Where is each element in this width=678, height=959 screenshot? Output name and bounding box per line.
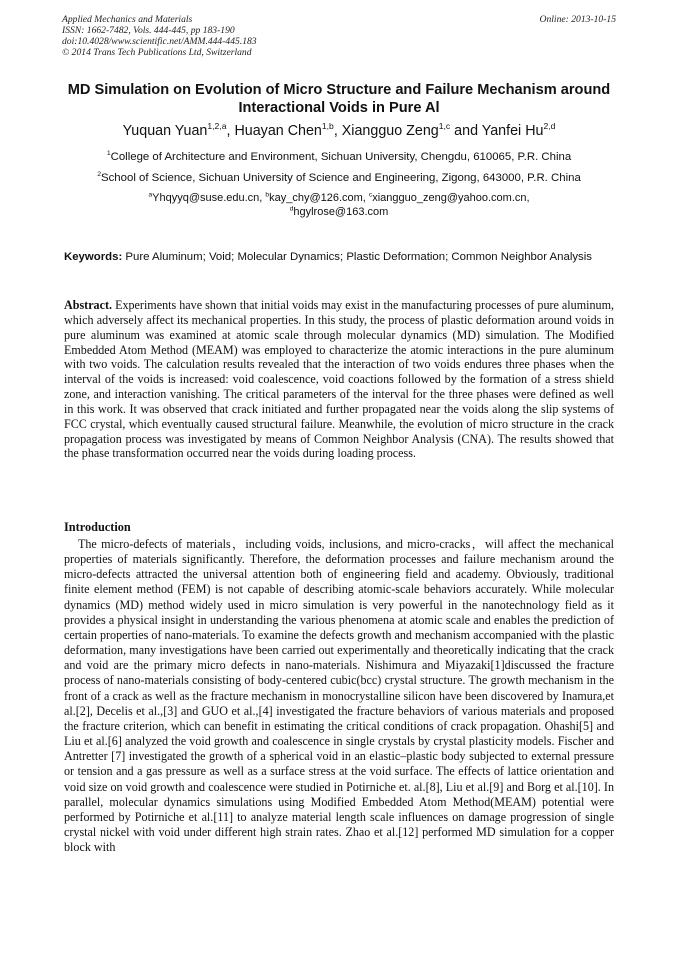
keywords-label: Keywords: (64, 251, 123, 263)
online-date: Online: 2013-10-15 (539, 14, 616, 25)
keywords-text: Pure Aluminum; Void; Molecular Dynamics; Plastic Deformation; Common Neighbor Analysis (122, 251, 592, 263)
email-a[interactable]: Yhqyyq@suse.edu.cn, (152, 192, 266, 204)
email-d[interactable]: hgylrose@163.com (293, 205, 389, 218)
author-1: Yuquan Yuan$^{1,2,a}$, (122, 121, 235, 139)
abstract-text: Experiments have shown that initial voids may exist in the manufacturing processes of pure aluminum, which adversely affect its mechanical properties. In this study, the process of plastic deformation around voids in pure aluminum was examined at atomic scale through molecular dynamics (MD) simulation. The Modified Embedded Atom Method (MEAM) was employed to characterize the atomic interactions in the pure aluminum with two voids. The calculation results revealed that the interaction of two voids endures three phases when the interval of the voids is increased: void coalescence, void coactions followed by the formation of a stress shield zone, and interaction vanishing. The critical parameters of the interval for the three phases were defined as well in this work. It was observed that crack initiated and further propagated near the voids along the slip systems of FCC crystal, which eventually caused structural failure. Meanwhile, the evolution of micro structure in the crack propagation process was investigated by means of Common Neighbor Analysis (CNA). The results showed that the phase transformation occurred near the voids during loading process. (64, 298, 614, 461)
email-b[interactable]: kay_chy@126.com, (269, 192, 369, 204)
abstract-label: Abstract. (64, 298, 113, 312)
affiliation-1: $^1$College of Architecture and Environment, Sichuan University, Chengdu, 610065, P.R. China (106, 150, 572, 163)
doi-line[interactable]: doi:10.4028/www.scientific.net/AMM.444-445.183 (62, 36, 257, 47)
author-2: Huayan Chen$^{1,b}$, (234, 121, 342, 139)
abstract (64, 298, 614, 461)
paper-title: MD Simulation on Evolution of Micro Structure and Failure Mechanism around Interactional Voids in Pure Al (67, 82, 611, 116)
introduction-paragraph: The micro-defects of materials，including voids, inclusions, and micro-cracks，will affect the mechanical properties of materials significantly. Therefore, the deformation processes and failure mechanism around the micro-defects attracted the universal attention both of engineering field and academy. Obviously, traditional finite element method (FEM) is not capable of describing atomic-scale behaviors accurately. While molecular dynamics (MD) method widely used in micro simulation is very powerful in the nanotechnology field as it provides a physical insight in understanding the various phenomena at atomic scale and enables the prediction of certain properties of nano-materials. To examine the defects growth and mechanism accompanied with the plastic deformation, many investigations have been carried out experimentally and theoretically indicating that the crack and void are the primary micro defects in nano-materials. Nishimura and Miyazaki[1]discussed the fracture process of nano-materials consisting of body-centered cubic(bcc) crystal structure. The growth mechanism in the front of a crack as well as the fracture mechanism in monocrystalline silicon have been discovered by Inamura,et al.[2], Decelis et al.,[3] and GUO et al.,[4] investigated the fracture behaviors of various materials and proposed the fracture criterion, which can benefit in estimating the critical conditions of crack propagation. Ohashi[5] and Liu et al.[6] analyzed the void growth and coalescence in single crystals by crystal plasticity models. Fischer and Antretter [7] investigated the growth of a spherical void in an elastic–plastic body subjected to external pressure or tension and a gas pressure as well as a surface stress at the void surface. The effects of lattice orientation and void size on void growth and coalescence were studied in Potirniche et. al.[8], Liu et al.[9] and Borg et al.[10]. In parallel, molecular dynamics simulations using Modified Embedded Atom Method(MEAM) potential were performed by Potirniche et al.[11] to analyze material length scale influences on damage progression of single crystal nickel with void under different high strain rates. Zhao et al.[12] performed MD simulation for a copper block with (64, 537, 614, 855)
section-heading-introduction: Introduction (64, 520, 131, 534)
author-4: Yanfei Hu$^{2,d}$ (481, 121, 556, 139)
keywords (64, 250, 614, 264)
copyright-line: © 2014 Trans Tech Publications Ltd, Switzerland (62, 47, 252, 58)
journal-name: Applied Mechanics and Materials (62, 14, 193, 25)
affiliation-2: $^2$School of Science, Sichuan University of Science and Engineering, Zigong, 643000, P.R. China (97, 171, 581, 184)
author-emails: $^a$Yhqyyq@suse.edu.cn, $^b$kay_chy@126.com, $^c$xiangguo_zeng@yahoo.com.cn, $^d$hgylrose@163.com (148, 191, 530, 218)
author-3: Xiangguo Zeng$^{1,c}$ and (341, 121, 482, 139)
email-c[interactable]: xiangguo_zeng@yahoo.com.cn, (372, 192, 530, 204)
author-list (30, 121, 648, 141)
journal-header (62, 14, 616, 58)
issn-line: ISSN: 1662-7482, Vols. 444-445, pp 183-190 (62, 25, 235, 36)
